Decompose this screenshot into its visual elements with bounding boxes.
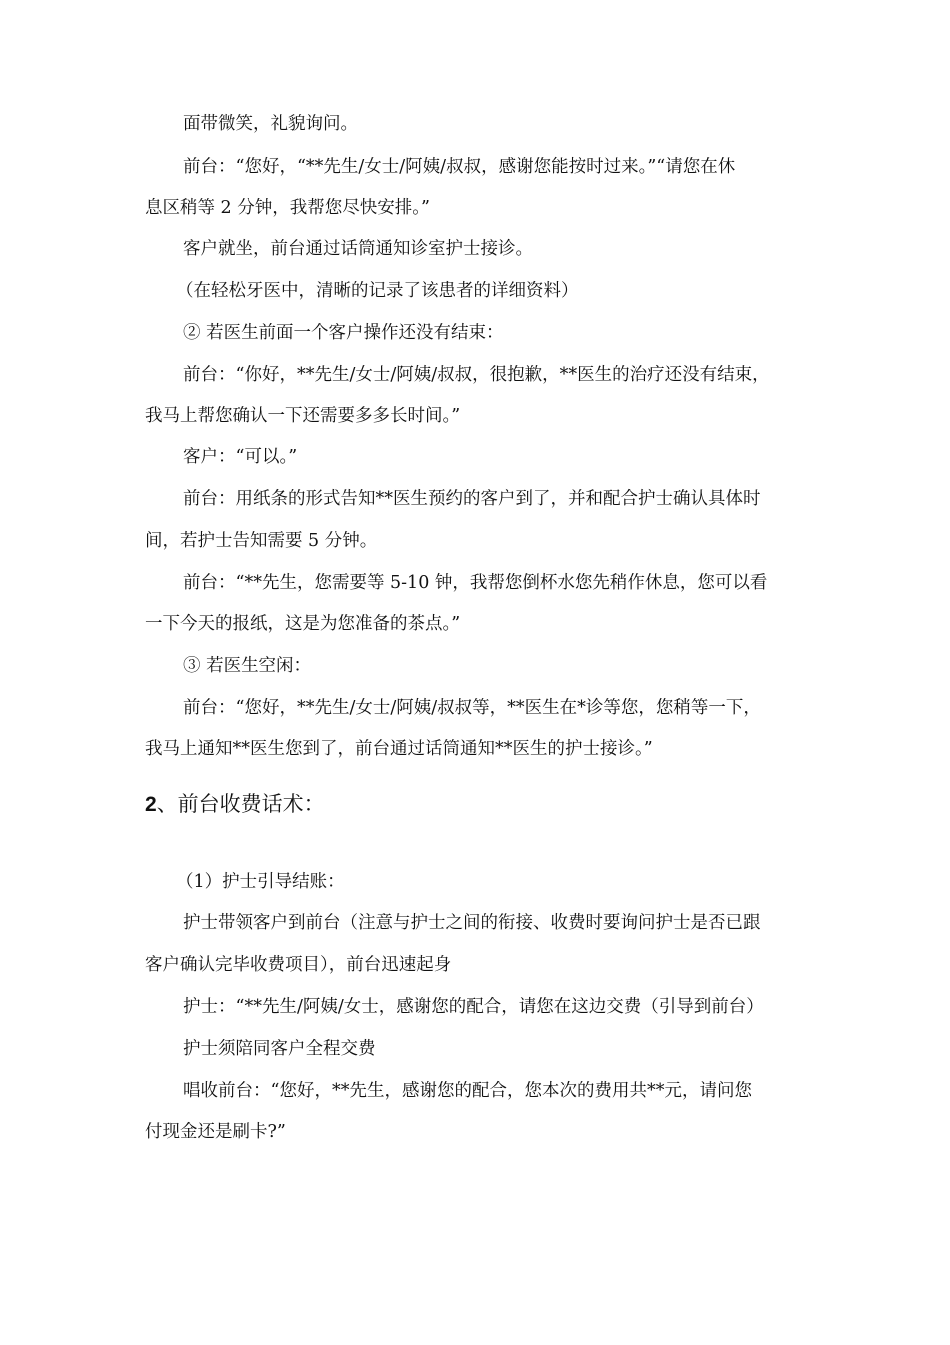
paragraph-case-3-line-1: 前台：“您好，**先生/女士/阿姨/叔叔等，**医生在*诊等您，您稍等一下， [183,698,761,718]
paragraph-case-2-title: ② 若医生前面一个客户操作还没有结束： [183,323,504,343]
paragraph-greeting-line-1: 前台：“您好，“**先生/女士/阿姨/叔叔，感谢您能按时过来。”“请您在休 [183,157,736,177]
paragraph-cashier-line-1: 唱收前台：“您好，**先生，感谢您的配合，您本次的费用共**元，请问您 [183,1081,752,1101]
paragraph-customer-seated: 客户就坐，前台通过话筒通知诊室护士接诊。 [183,239,533,259]
paragraph-greeting-line-2: 息区稍等 2 分钟，我帮您尽快安排。” [145,198,430,218]
section-number: 2 [145,793,157,816]
paragraph-smile: 面带微笑，礼貌询问。 [183,114,358,134]
paragraph-wait-line-1: 前台：“**先生，您需要等 5-10 钟，我帮您倒杯水您先稍作休息，您可以看 [183,573,768,593]
paragraph-note-line-1: 前台：用纸条的形式告知**医生预约的客户到了，并和配合护士确认具体时 [183,489,761,509]
paragraph-note-line-2: 间，若护士告知需要 5 分钟。 [145,531,378,551]
section-heading [145,790,325,819]
section-title: 、前台收费话术： [156,792,325,816]
paragraph-nurse-accompany: 护士须陪同客户全程交费 [183,1039,376,1059]
paragraph-customer-reply: 客户：“可以。” [183,447,298,467]
paragraph-record-note: （在轻松牙医中，清晰的记录了该患者的详细资料） [176,281,579,301]
paragraph-nurse-lead-line-2: 客户确认完毕收费项目），前台迅速起身 [145,955,452,975]
paragraph-case-3-line-2: 我马上通知**医生您到了，前台通过话筒通知**医生的护士接诊。” [145,739,653,759]
paragraph-nurse-lead-line-1: 护士带领客户到前台（注意与护士之间的衔接、收费时要询问护士是否已跟 [183,913,761,933]
paragraph-case-2-line-1: 前台：“你好，**先生/女士/阿姨/叔叔，很抱歉，**医生的治疗还没有结束， [183,365,770,385]
paragraph-wait-line-2: 一下今天的报纸，这是为您准备的茶点。” [145,614,461,634]
paragraph-case-2-line-2: 我马上帮您确认一下还需要多多长时间。” [145,406,461,426]
paragraph-cashier-line-2: 付现金还是刷卡?” [145,1122,286,1142]
paragraph-nurse-speech: 护士：“**先生/阿姨/女士，感谢您的配合，请您在这边交费（引导到前台） [183,997,764,1017]
paragraph-case-3-title: ③ 若医生空闲： [183,656,312,676]
paragraph-nurse-guide-title: （1）护士引导结账： [176,872,345,892]
